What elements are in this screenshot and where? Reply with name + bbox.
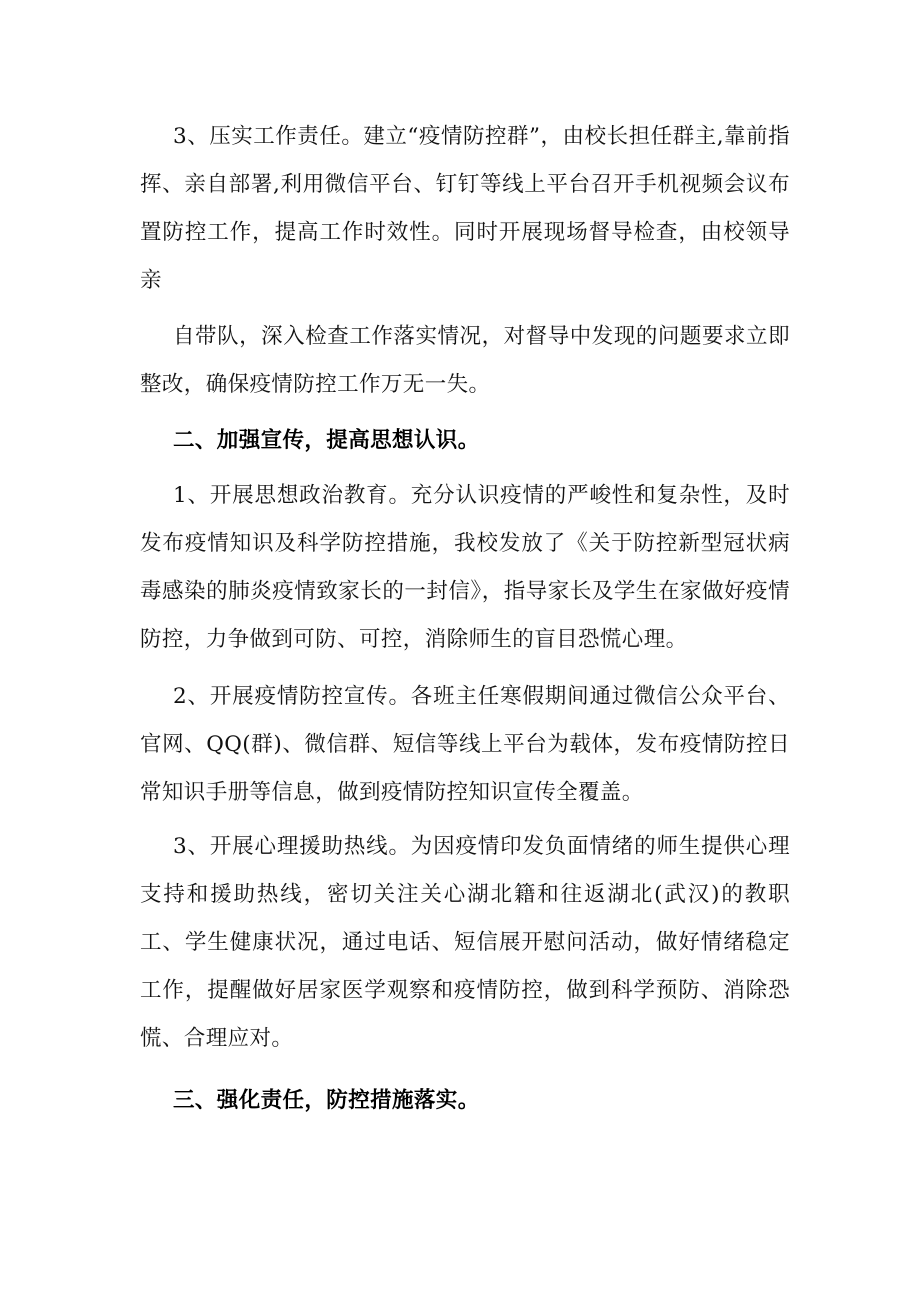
- paragraph-epidemic-publicity: 2、开展疫情防控宣传。各班主任寒假期间通过微信公众平台、官网、QQ(群)、微信群、短信等线上平台为载体，发布疫情防控日常知识手册等信息，做到疫情防控知识宣传全覆盖。: [140, 684, 790, 805]
- section-heading-publicity: 二、加强宣传，提高思想认识。: [173, 428, 480, 453]
- section-heading-responsibility: 三、强化责任，防控措施落实。: [173, 1088, 480, 1113]
- paragraph-political-education: 1、开展思想政治教育。充分认识疫情的严峻性和复杂性，及时发布疫情知识及科学防控措施，我校发放了《关于防控新型冠状病毒感染的肺炎疫情致家长的一封信》，指导家长及学生在家做好疫情防控，力争做到可防、可控，消除师生的盲目恐慌心理。: [140, 483, 790, 652]
- paragraph-psych-hotline: 3、开展心理援助热线。为因疫情印发负面情绪的师生提供心理支持和援助热线，密切关注关心湖北籍和往返湖北(武汉)的教职工、学生健康状况，通过电话、短信展开慰问活动，做好情绪稳定工作，提醒做好居家医学观察和疫情防控，做到科学预防、消除恐慌、合理应对。: [140, 834, 790, 1051]
- paragraph-leader-inspection: 自带队，深入检查工作落实情况，对督导中发现的问题要求立即整改，确保疫情防控工作万无一失。: [140, 324, 790, 397]
- paragraph-press-responsibility: 3、压实工作责任。建立“疫情防控群”，由校长担任群主,靠前指挥、亲自部署,利用微信平台、钉钉等线上平台召开手机视频会议布置防控工作，提高工作时效性。同时开展现场督导检查，由校领导亲: [140, 124, 790, 293]
